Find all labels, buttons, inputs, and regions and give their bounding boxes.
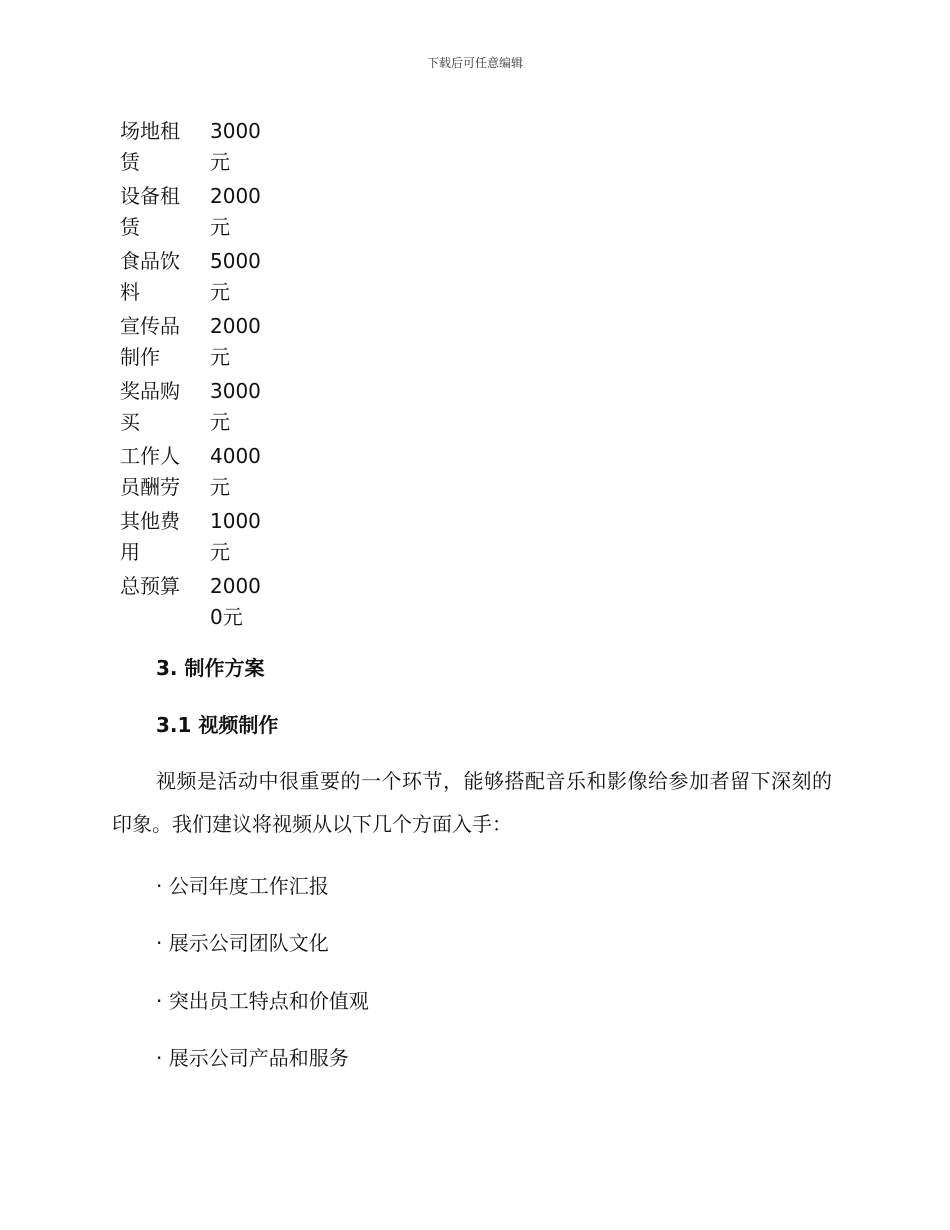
budget-amount: 3000元 [210, 119, 261, 174]
table-row [120, 376, 272, 441]
budget-amount: 3000元 [210, 379, 261, 434]
budget-amount: 4000元 [210, 444, 261, 499]
budget-amount: 2000元 [210, 314, 261, 369]
budget-item: 设备租赁 [120, 184, 180, 239]
list-item: · 展示公司团队文化 [156, 931, 329, 955]
table-row [120, 246, 272, 311]
budget-item: 奖品购买 [120, 379, 180, 434]
budget-amount: 2000元 [210, 184, 261, 239]
list-item: · 突出员工特点和价值观 [156, 989, 369, 1013]
section-heading: 3. 制作方案 [156, 656, 265, 680]
table-row [120, 506, 272, 571]
budget-item: 食品饮料 [120, 249, 180, 304]
budget-amount: 1000元 [210, 509, 261, 564]
budget-amount: 5000元 [210, 249, 261, 304]
budget-item: 场地租赁 [120, 119, 180, 174]
body-paragraph: 视频是活动中很重要的一个环节，能够搭配音乐和影像给参加者留下深刻的印象。我们建议将视频从以下几个方面入手： [112, 769, 832, 836]
list-item: · 展示公司产品和服务 [156, 1046, 349, 1070]
table-row [120, 116, 272, 181]
budget-item: 宣传品制作 [120, 314, 180, 369]
table-row [120, 181, 272, 246]
budget-amount: 20000元 [210, 574, 261, 629]
budget-item: 总预算 [120, 574, 180, 598]
budget-item: 工作人员酬劳 [120, 444, 180, 499]
table-row [120, 311, 272, 376]
budget-table [120, 116, 272, 636]
subsection-heading: 3.1 视频制作 [156, 713, 279, 737]
table-row [120, 441, 272, 506]
page-header: 下载后可任意编辑 [426, 56, 523, 70]
table-row [120, 571, 272, 636]
budget-item: 其他费用 [120, 509, 180, 564]
list-item: · 公司年度工作汇报 [156, 874, 329, 898]
